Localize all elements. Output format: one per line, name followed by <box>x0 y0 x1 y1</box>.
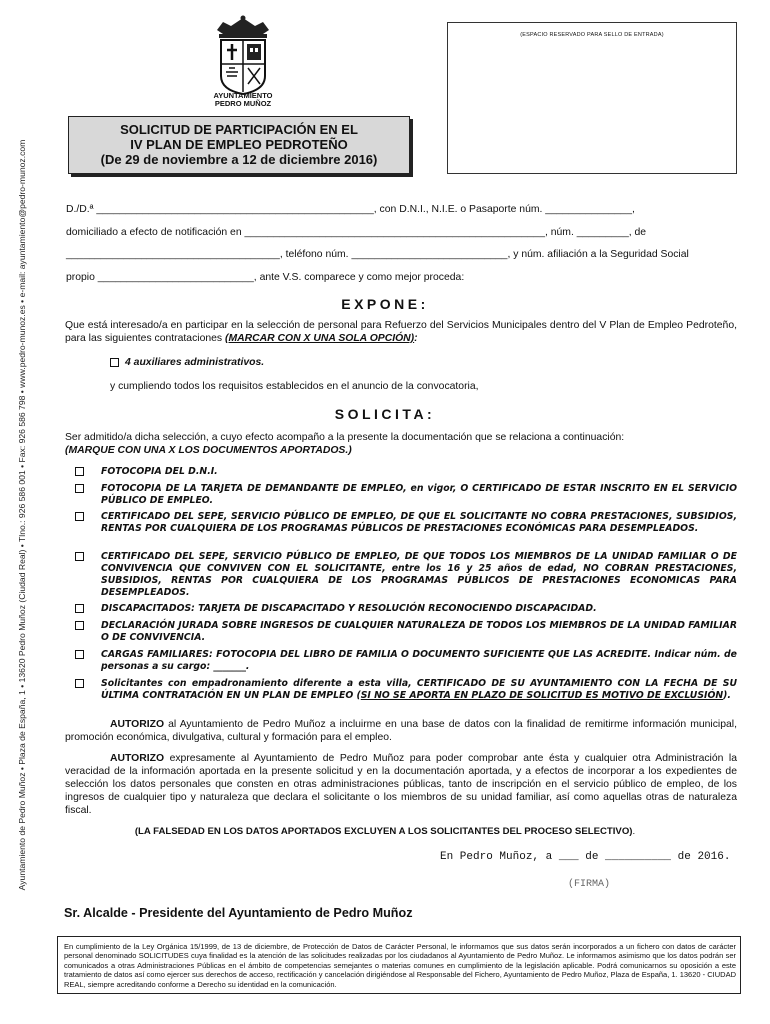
falsedad-notice <box>0 826 770 837</box>
doc-item-3: CERTIFICADO DEL SEPE, SERVICIO PÚBLICO DE EMPLEO, DE QUE EL SOLICITANTE NO COBRA PRESTACIONES, SUBSIDIOS, RENTAS POR CUALQUIERA DE LOS PROGRAMAS PÚBLICOS DE PRESTACIONES ECONÓMICAS PARA DESEMPLEADOS. <box>101 511 737 534</box>
solicita-heading: SOLICITA: <box>334 406 436 422</box>
solicita-instruction: (MARQUE CON UNA X LOS DOCUMENTOS APORTADOS.) <box>65 445 352 456</box>
doc-checkbox-3[interactable] <box>75 512 84 521</box>
doc-checkbox-2[interactable] <box>75 484 84 493</box>
signature-label: (FIRMA) <box>568 879 611 890</box>
applicant-name-line[interactable]: D./D.ª ________________________________________________, con D.N.I., N.I.E. o Pasaporte núm. _______________, <box>66 204 635 215</box>
side-contact-text: Ayuntamiento de Pedro Muñoz • Plaza de España, 1 • 13620 Pedro Muñoz (Ciudad Real) • Tlno.: 926 586 001 • Fax: 926 586 798 • www.pedro-munoz.es • e-mail: ayuntamiento@pedro-munoz.com <box>17 139 27 891</box>
requirements-text: y cumpliendo todos los requisitos establecidos en el anuncio de la convocatoria, <box>110 381 479 392</box>
solicita-body: Ser admitido/a dicha selección, a cuyo efecto acompaño a la presente la documentación que se relaciona a continuación: <box>65 432 625 443</box>
municipality-line1: AYUNTAMIENTO <box>213 91 273 100</box>
proceed-line[interactable]: propio ___________________________, ante V.S. comparece y como mejor proceda: <box>66 272 465 283</box>
doc-item-4: CERTIFICADO DEL SEPE, SERVICIO PÚBLICO DE EMPLEO, DE QUE TODOS LOS MIEMBROS DE LA UNIDAD FAMILIAR O DE CONVIVENCIA QUE CONVIVEN CON EL SOLICITANTE, entre los 16 y 25 años de edad, NO COBRAN PRESTACIONES, SUBSIDIOS, RENTAS POR CUALQUIERA DE LOS PROGRAMAS PÚBLICOS DE PRESTACIONES ECONOMICAS PARA DESEMPLEADOS. <box>101 551 737 598</box>
document-title-box <box>68 116 410 174</box>
doc-item-5: DISCAPACITADOS: TARJETA DE DISCAPACITADO Y RESOLUCIÓN RECONOCIENDO DISCAPACIDAD. <box>101 603 597 614</box>
doc-item-8-text: Solicitantes con empadronamiento diferente a esta villa, CERTIFICADO DE SU AYUNTAMIENTO CON LA FECHA DE SU ÚLTIMA CONTRATACIÓN EN UN PLAN DE EMPLEO ( <box>101 678 737 701</box>
title-line2: IV PLAN DE EMPLEO PEDROTEÑO <box>130 137 348 152</box>
doc-item-8 <box>101 678 737 702</box>
title-line1: SOLICITUD DE PARTICIPACIÓN EN EL <box>120 122 358 137</box>
entry-stamp-box <box>447 22 737 174</box>
doc-item-8-warning: SI NO SE APORTA EN PLAZO DE SOLICITUD ES MOTIVO DE EXCLUSIÓN <box>360 690 724 701</box>
expone-body: Que está interesado/a en participar en la selección de personal para Refuerzo del Servicios Municipales dentro del V Plan de Empleo Pedroteño, para las siguientes contrataciones <box>65 320 737 344</box>
falsedad-end: . <box>632 826 636 837</box>
authorization-2 <box>65 752 737 817</box>
data-protection-notice <box>57 936 741 994</box>
doc-item-1: FOTOCOPIA DEL D.N.I. <box>101 466 218 477</box>
solicita-text <box>65 431 737 457</box>
address-line[interactable]: domiciliado a efecto de notificación en ____________________________________________________, núm. _________, de <box>66 227 647 238</box>
addressee: Sr. Alcalde - Presidente del Ayuntamiento de Pedro Muñoz <box>64 906 413 920</box>
date-place-line[interactable]: En Pedro Muñoz, a ___ de __________ de 2016. <box>440 851 731 863</box>
doc-item-8-end: ). <box>723 690 731 701</box>
doc-item-7: CARGAS FAMILIARES: FOTOCOPIA DEL LIBRO DE FAMILIA O DOCUMENTO SUFICIENTE QUE LAS ACREDITE. Indicar núm. de personas a su cargo: _______. <box>101 649 737 672</box>
doc-checkbox-7[interactable] <box>75 650 84 659</box>
expone-text <box>65 319 737 345</box>
doc-item-6: DECLARACIÓN JURADA SOBRE INGRESOS DE CUALQUIER NATURALEZA DE TODOS LOS MIEMBROS DE LA UNIDAD FAMILIAR O DE CONVIVENCIA. <box>101 620 737 643</box>
data-protection-text: En cumplimiento de la Ley Orgánica 15/1999, de 13 de diciembre, de Protección de Datos de Carácter Personal, le informamos que sus datos serán incorporados a un fichero con datos de carácter personal denominado SOLICITUDES cuya finalidad es la atención de las solicitudes realizadas por los ciudadanos al Ayuntamiento de Pedro Muñoz. Le informamos asimismo que los datos podrán ser comunicados a otras Administraciones Públicas en el ámbito de competencias semejantes o materias comunes en cumplimiento de la legislación aplicable. Podrá comunicarnos su oposición a este tratamiento de datos así como ejercer sus derechos de acceso, rectificación y cancelación dirigiéndose al Responsable del Fichero, Ayuntamiento de Pedro Muñoz, Plaza de España, 1. 13620 - CIUDAD REAL, siempre acreditando conforme a Derecho su identidad en la comunicación. <box>64 942 736 989</box>
title-line3: (De 29 de noviembre a 12 de diciembre 2016) <box>100 152 378 167</box>
doc-checkbox-4[interactable] <box>75 552 84 561</box>
expone-heading: EXPONE: <box>341 296 429 312</box>
expone-instruction: (MARCAR CON X UNA SOLA OPCIÓN) <box>225 333 415 344</box>
municipality-line2: PEDRO MUÑOZ <box>214 99 272 108</box>
falsedad-text: (LA FALSEDAD EN LOS DATOS APORTADOS EXCLUYEN A LOS SOLICITANTES DEL PROCESO SELECTIVO) <box>134 826 633 837</box>
doc-checkbox-1[interactable] <box>75 467 84 476</box>
side-contact-info <box>12 140 32 890</box>
authorization-2-keyword: AUTORIZO <box>110 753 165 764</box>
municipality-label <box>190 92 296 108</box>
doc-checkbox-8[interactable] <box>75 679 84 688</box>
doc-checkbox-6[interactable] <box>75 621 84 630</box>
authorization-1-keyword: AUTORIZO <box>110 719 165 730</box>
doc-checkbox-5[interactable] <box>75 604 84 613</box>
authorization-1 <box>65 718 737 744</box>
authorization-1-text: al Ayuntamiento de Pedro Muñoz a incluirme en una base de datos con la finalidad de remitirme información municipal, promoción económica, divulgativa, cultural y formación para el empleo. <box>65 719 737 743</box>
option-checkbox[interactable] <box>110 358 119 367</box>
phone-line[interactable]: _____________________________________, teléfono núm. ___________________________, y núm. afiliación a la Seguridad Social <box>66 249 689 260</box>
authorization-2-text: expresamente al Ayuntamiento de Pedro Muñoz para poder comprobar ante ésta y cualquier otra Administración la veracidad de la información aportada en la presente solicitud y en la documentación aportada, y a efectos de incorporar a los expedientes de selección los datos personales que consten en otras administraciones públicas, tanto de inscripción en el servicio público de empleo, de los ingresos de cualquier tipo y naturaleza que declara el solicitante o los miembros de su unidad familiar, así como aquellas otras de naturaleza fiscal. <box>65 753 737 816</box>
option-label: 4 auxiliares administrativos. <box>125 357 265 368</box>
stamp-label: (ESPACIO RESERVADO PARA SELLO DE ENTRADA) <box>520 32 664 38</box>
doc-item-2: FOTOCOPIA DE LA TARJETA DE DEMANDANTE DE EMPLEO, en vigor, O CERTIFICADO DE ESTAR INSCRITO EN EL SERVICIO PÚBLICO DE EMPLEO. <box>101 483 737 506</box>
expone-instruction-end: : <box>414 333 418 344</box>
